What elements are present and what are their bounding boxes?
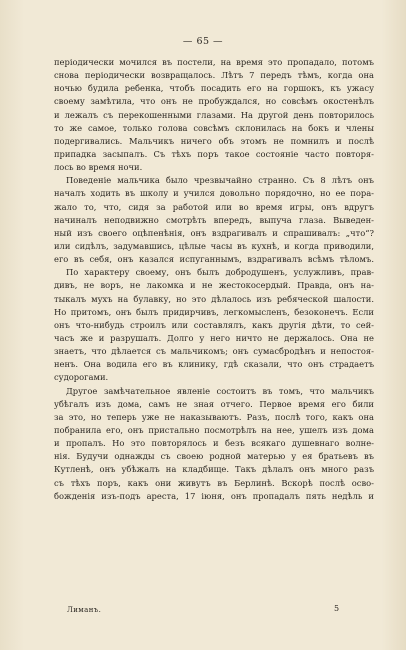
text-line: судорогами. [54, 372, 109, 383]
text-line: начиналъ неподвижно смотрѣть впередъ, выпуча глаза. Выведен- [54, 214, 374, 225]
text-line: онъ что-нибудь строилъ или составлялъ, какъ другія дѣти, то сей- [54, 319, 374, 330]
text-line: знаетъ, что дѣлается съ мальчикомъ; онъ сумасбродѣнъ и непостоя- [54, 346, 374, 357]
text-line: и пропалъ. Но это повторялось и безъ всякаго душевнаго волне- [54, 438, 374, 449]
text-line: побранила его, онъ пристально посмотрѣлъ на нее, ушелъ изъ дома [54, 424, 374, 435]
text-line: періодически мочился въ постели, на время это пропадало, потомъ [54, 57, 374, 67]
text-line: Поведеніе мальчика было чрезвычайно странно. Съ 8 лѣтъ онъ [66, 175, 374, 186]
body-text [54, 56, 374, 503]
text-line: началъ ходить въ школу и учился довольно порядочно, но ее пора- [54, 188, 374, 199]
text-line: съ тѣхъ поръ, какъ они живутъ въ Берлинѣ. Вскорѣ послѣ осво- [54, 477, 374, 488]
text-line: или сидѣлъ, задумавшись, цѣлые часы въ кухнѣ, и когда приводили, [54, 240, 374, 251]
text-line: тыкалъ мухъ на булавку, но это дѣлалось изъ ребяческой шалости. [54, 293, 374, 304]
text-line: По характеру своему, онъ былъ добродушенъ, услужливъ, прав- [66, 267, 374, 278]
text-line: подергивались. Мальчикъ ничего объ этомъ не помнилъ и послѣ [54, 135, 374, 146]
text-line: лось во время ночи. [54, 162, 143, 173]
text-line: припадка засыпалъ. Съ тѣхъ поръ такое состояніе часто повторя- [54, 148, 374, 159]
text-line: Другое замѣчательное явленіе состоитъ въ томъ, что мальчикъ [66, 385, 374, 396]
text-line: ный изъ своего оцѣпенѣнія, онъ вздрагивалъ и спрашивалъ: „что“? [54, 227, 374, 238]
text-line: ненъ. Она водила его въ клинику, гдѣ сказали, что онъ страдаетъ [54, 359, 374, 370]
text-line: Кутленѣ, онъ убѣжалъ на кладбище. Такъ дѣлалъ онъ много разъ [54, 464, 374, 475]
text-line: божденія изъ-подъ ареста, 17 іюня, онъ пропадалъ пять недѣль и [54, 490, 374, 501]
text-line: дивъ, не воръ, не лакомка и не жестокосердый. Правда, онъ на- [54, 280, 374, 291]
text-line: своему замѣтила, что онъ не пробуждался, но совсѣмъ окостенѣлъ [54, 96, 374, 107]
text-line: снова періодически возвращалось. Лѣтъ 7 передъ тѣмъ, когда она [54, 70, 374, 81]
text-line: жало то, что, сидя за работой или во время игры, онъ вдругъ [54, 201, 374, 212]
text-line: и лежалъ съ перекошенными глазами. На другой день повторилось [54, 109, 374, 120]
text-line: нія. Будучи однажды съ своею родной матерью у ея братьевъ въ [54, 451, 374, 462]
page-number: — 65 — [182, 36, 224, 47]
sheet-number: 5 [334, 604, 340, 613]
text-line: часъ же и разрушалъ. Долго у него ничто не держалось. Она не [54, 332, 374, 343]
text-line: убѣгалъ изъ дома, самъ не зная отчего. Первое время его били [54, 398, 374, 409]
text-line: его въ себя, онъ казался испуганнымъ, вздрагивалъ всѣмъ тѣломъ. [54, 254, 374, 265]
text-line: за это, но теперь уже не наказываютъ. Разъ, послѣ того, какъ она [54, 411, 374, 422]
text-line: Но притомъ, онъ былъ придирчивъ, легкомысленъ, безоконечъ. Если [54, 306, 374, 317]
signature-mark: Лиманъ. [67, 606, 102, 614]
text-line: ночью будила ребенка, чтобъ посадить его на горшокъ, къ ужасу [54, 83, 374, 94]
text-line: то же самое, только голова совсѣмъ склонилась на бокъ и члены [54, 122, 374, 133]
